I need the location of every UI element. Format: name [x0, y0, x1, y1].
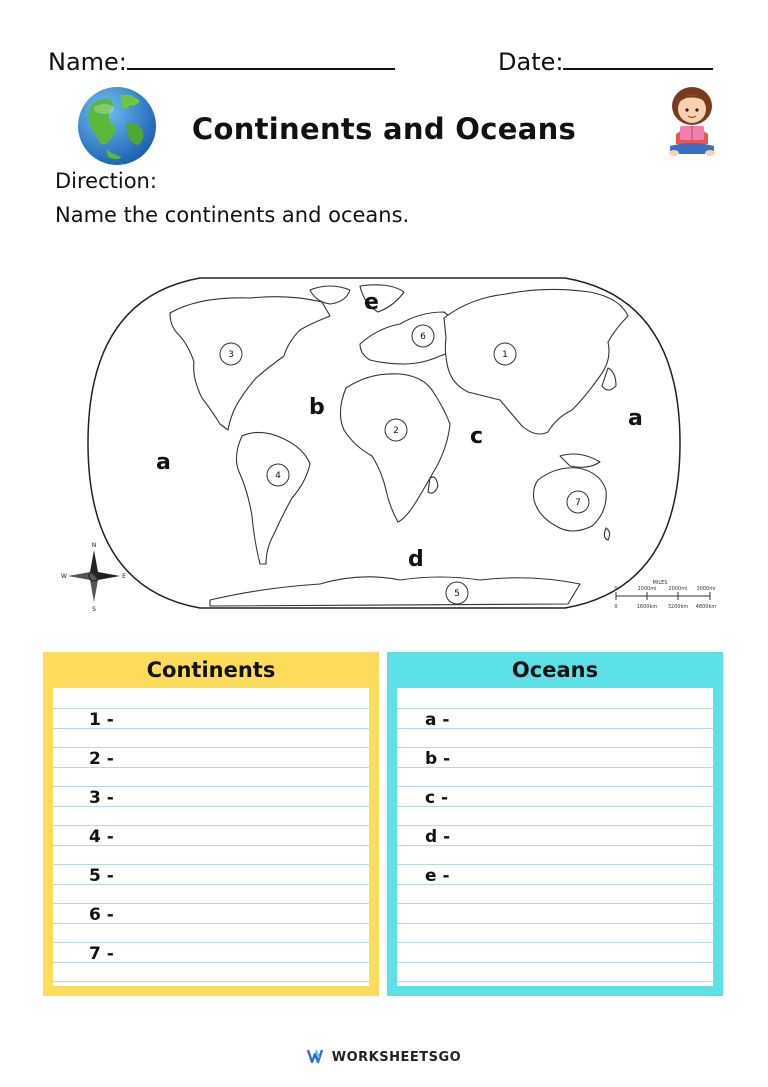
world-map — [60, 268, 720, 618]
continent-row-2: 2 - — [89, 749, 114, 769]
oceans-title: Oceans — [511, 658, 599, 682]
marker-4-label: 4 — [275, 471, 281, 481]
compass-w: W — [61, 573, 67, 580]
direction-text: Name the continents and oceans. — [55, 203, 410, 227]
oceans-answer-area[interactable] — [397, 688, 713, 986]
continent-row-3: 3 - — [89, 788, 114, 808]
compass-s: S — [92, 606, 96, 613]
continents-title: Continents — [146, 658, 276, 682]
scale-mi-2: 2000mi — [668, 586, 688, 592]
ocean-letter-e: e — [364, 290, 379, 315]
continent-row-7: 7 - — [89, 944, 114, 964]
oceans-panel — [387, 652, 723, 996]
ocean-row-b: b - — [425, 749, 451, 769]
ocean-letter-a-left: a — [156, 450, 171, 475]
ocean-letter-b: b — [309, 395, 325, 420]
marker-6-label: 6 — [420, 332, 426, 342]
date-label: Date: — [498, 48, 564, 76]
marker-5-label: 5 — [454, 589, 460, 599]
ocean-letter-d: d — [408, 547, 424, 572]
scale-km-1: 1600km — [636, 604, 658, 610]
ocean-row-d: d - — [425, 827, 451, 847]
worksheetsgo-logo-icon — [307, 1049, 329, 1063]
date-field[interactable] — [498, 48, 713, 76]
scale-km-3: 4800km — [695, 604, 717, 610]
continent-row-6: 6 - — [89, 905, 114, 925]
date-blank[interactable] — [563, 48, 713, 70]
continents-answer-area[interactable] — [53, 688, 369, 986]
footer-brand[interactable] — [0, 1049, 768, 1065]
continent-row-1: 1 - — [89, 710, 114, 730]
continents-panel — [43, 652, 379, 996]
marker-1-label: 1 — [502, 350, 508, 360]
scale-km-2: 3200km — [667, 604, 689, 610]
compass-e: E — [122, 573, 126, 580]
direction-label: Direction: — [55, 169, 157, 193]
scale-mi-0: 0 — [614, 586, 618, 592]
ocean-row-a: a - — [425, 710, 450, 730]
scale-mi-1: 1000mi — [637, 586, 657, 592]
name-blank[interactable] — [127, 48, 395, 70]
page-title: Continents and Oceans — [191, 112, 577, 146]
scale-title: MILES — [652, 580, 668, 586]
name-label: Name: — [48, 48, 127, 76]
compass-n: N — [91, 542, 97, 549]
ocean-row-c: c - — [425, 788, 449, 808]
continent-row-4: 4 - — [89, 827, 114, 847]
marker-2-label: 2 — [393, 426, 399, 436]
marker-7-label: 7 — [575, 498, 581, 508]
girl-reading-icon — [664, 82, 720, 158]
map-scale — [614, 580, 716, 610]
continent-row-5: 5 - — [89, 866, 114, 886]
ocean-letter-c: c — [470, 424, 484, 449]
footer-brand-text: WORKSHEETSGO — [331, 1050, 462, 1065]
scale-mi-3: 3000mi — [696, 586, 716, 592]
ocean-row-e: e - — [425, 866, 450, 886]
ocean-letter-a-right: a — [628, 406, 643, 431]
marker-3-label: 3 — [228, 350, 234, 360]
name-field[interactable] — [48, 48, 395, 76]
scale-km-0: 0 — [614, 604, 618, 610]
